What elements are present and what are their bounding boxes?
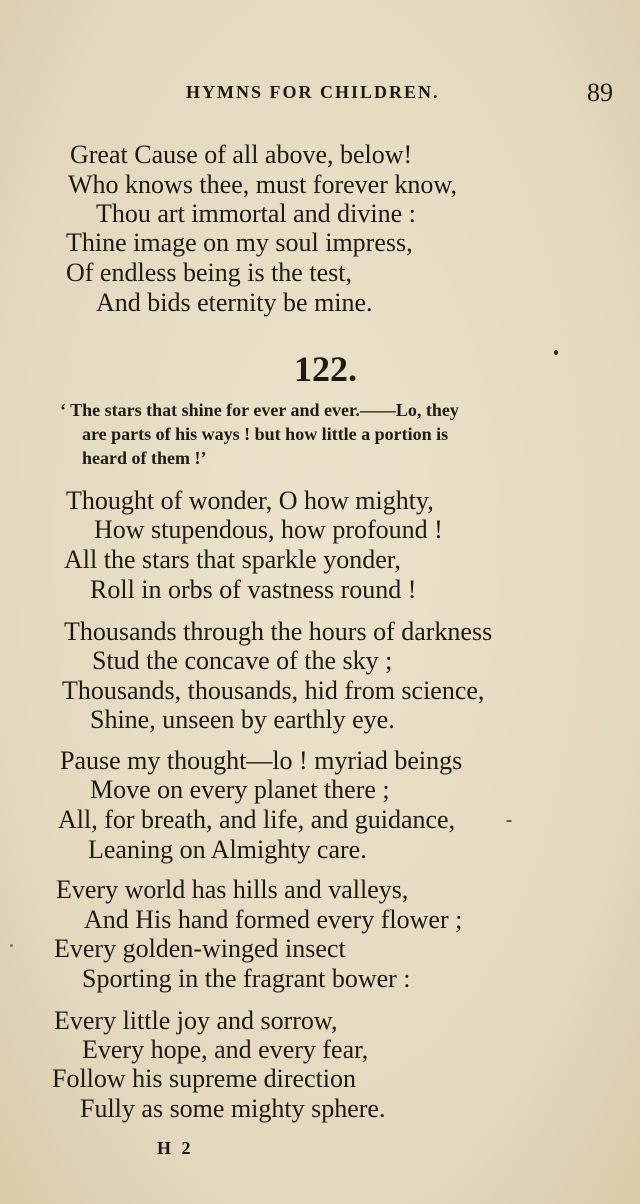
verse-line: Thousands through the hours of darkness: [64, 617, 493, 646]
verse-line: And bids eternity be mine.: [96, 288, 373, 317]
paper-speck: [506, 820, 512, 822]
verse-line: Thou art immortal and divine :: [96, 199, 416, 228]
verse-line: Shine, unseen by earthly eye.: [90, 705, 395, 734]
verse-line: Of endless being is the test,: [66, 258, 352, 287]
verse-line: Every hope, and every fear,: [82, 1035, 369, 1064]
verse-line: Follow his supreme direction: [52, 1064, 357, 1093]
verse-line: Sporting in the fragrant bower :: [82, 964, 411, 993]
verse-line: Move on every planet there ;: [90, 775, 390, 804]
verse-line: Every world has hills and valleys,: [56, 875, 409, 904]
signature-mark: H 2: [157, 1138, 194, 1158]
verse-line: How stupendous, how profound !: [94, 515, 443, 544]
verse-line: All, for breath, and life, and guidance,: [58, 805, 456, 834]
paper-speck: [10, 944, 13, 947]
verse-line: Thousands, thousands, hid from science,: [62, 676, 485, 705]
verse-line: Pause my thought—lo ! myriad beings: [60, 746, 463, 775]
page-number: 89: [587, 78, 613, 107]
running-title: HYMNS FOR CHILDREN.: [186, 82, 440, 102]
hymn-number: 122.: [294, 349, 357, 389]
verse-line: And His hand formed every flower ;: [84, 905, 463, 934]
verse-line: Thine image on my soul impress,: [66, 228, 413, 257]
verse-line: Stud the concave of the sky ;: [92, 646, 393, 675]
epigraph-line: ‘ The stars that shine for ever and ever.——Lo, they: [60, 400, 459, 420]
verse-line: Fully as some mighty sphere.: [80, 1094, 386, 1123]
verse-line: Great Cause of all above, below!: [70, 140, 413, 169]
verse-line: Thought of wonder, O how mighty,: [66, 486, 434, 515]
verse-line: All the stars that sparkle yonder,: [64, 545, 401, 574]
paper-speck: [554, 350, 558, 355]
verse-line: Who knows thee, must forever know,: [68, 170, 457, 199]
epigraph-line: heard of them !’: [82, 448, 207, 468]
verse-line: Every golden-winged insect: [54, 934, 346, 963]
verse-line: Roll in orbs of vastness round !: [90, 575, 417, 604]
verse-line: Leaning on Almighty care.: [88, 835, 367, 864]
epigraph-line: are parts of his ways ! but how little a portion is: [82, 424, 449, 444]
verse-line: Every little joy and sorrow,: [54, 1006, 338, 1035]
